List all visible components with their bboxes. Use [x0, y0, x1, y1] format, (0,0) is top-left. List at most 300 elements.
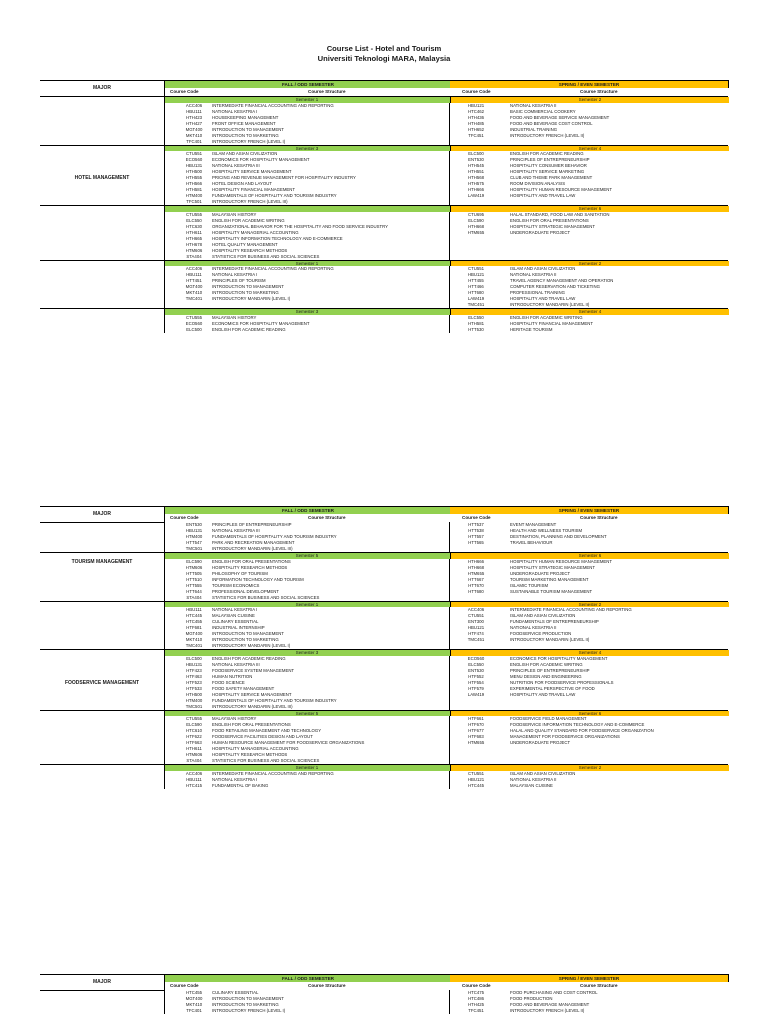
spring-course-code: TFC451: [468, 1008, 484, 1013]
fall-semester-label: Semester 3: [164, 309, 450, 315]
fall-course-name: HOSPITALITY RESEARCH METHODS: [212, 564, 288, 570]
fall-course-name: ENGLISH FOR ORAL PRESENTATIONS: [212, 722, 291, 727]
spring-course-code: HTT557: [468, 534, 484, 539]
fall-course-code: ENT530: [186, 522, 202, 527]
course-structure-header: Course Structure: [580, 515, 618, 520]
spring-course-name: CLUB AND THEME PARK MANAGEMENT: [510, 175, 593, 180]
spring-course-code: HBU121: [467, 776, 485, 782]
spring-semester-label: Semester 4: [450, 650, 729, 656]
fall-course-code: HTF681: [186, 625, 202, 630]
spring-course-name: HOSPITALITY STRATEGIC MANAGEMENT: [510, 223, 595, 229]
fall-course-code: ELC550: [186, 217, 202, 223]
fall-course-name: INTRODUCTORY MANDARIN (LEVEL III): [212, 546, 293, 551]
spring-course-code: HTM655: [467, 570, 485, 576]
fall-course-code: ACC406: [185, 266, 203, 271]
fall-course-name: INTRODUCTION TO MANAGEMENT: [212, 631, 284, 636]
spring-course-name: MANAGEMENT FOR FOODSERVICE ORGANIZATIONS: [510, 734, 620, 739]
spring-course-code: ECO560: [467, 655, 485, 661]
fall-semester-label: Semester 3: [164, 650, 450, 656]
fall-course-name: STATISTICS FOR BUSINESS AND SOCIAL SCIENCES: [212, 758, 320, 763]
fall-course-code: MGT400: [185, 126, 203, 132]
fall-course-code: HTH678: [185, 241, 202, 247]
spring-course-name: FOOD AND BEVERAGE MANAGEMENT: [510, 1002, 590, 1007]
fall-course-code: HTM606: [185, 564, 203, 570]
fall-semester-label: Semester 1: [164, 261, 450, 267]
fall-course-name: ENGLISH FOR ACADEMIC READING: [212, 326, 286, 332]
spring-course-name: FOODSERVICE PRODUCTION: [510, 631, 572, 636]
spring-course-name: HOSPITALITY HUMAN RESOURCE MANAGEMENT: [510, 558, 613, 564]
spring-course-name: HOSPITALITY SERVICE MARKETING: [510, 169, 585, 174]
fall-course-code: HTH581: [185, 187, 202, 192]
spring-course-code: HTT537: [468, 522, 484, 527]
fall-course-name: NATIONAL KESATRIA III: [212, 528, 260, 533]
column-divider: [449, 607, 450, 649]
major-header: MAJOR: [40, 80, 165, 97]
spring-course-name: DESTINATION, PLANNING AND DEVELOPMENT: [510, 534, 607, 539]
fall-course-name: CULINARY ESSENTIAL: [212, 619, 259, 624]
spring-course-code: ENT530: [468, 667, 484, 673]
spring-course-code: HTF552: [468, 673, 484, 679]
spring-course-name: PRINCIPLES OF ENTREPRENEURSHIP: [510, 667, 590, 673]
fall-course-name: MALAYSIAN CUISINE: [212, 613, 255, 618]
spring-course-code: HTH545: [467, 163, 484, 168]
spring-course-code: CTU695: [467, 211, 484, 217]
fall-course-name: HOSPITALITY SERVICE MANAGEMENT: [212, 169, 292, 174]
fall-course-name: INTRODUCTORY MANDARIN (LEVEL III): [212, 703, 293, 709]
fall-course-name: INTRODUCTION TO MARKETING: [212, 1002, 279, 1007]
fall-course-name: INTRODUCTION TO MANAGEMENT: [212, 126, 284, 132]
spring-course-name: FOODSERVICE INFORMATION TECHNOLOGY AND E-COMMERCE: [510, 722, 645, 727]
spring-course-code: HTH551: [467, 169, 484, 174]
spring-course-name: ENGLISH FOR ACADEMIC WRITING: [510, 661, 583, 667]
column-divider: [449, 990, 450, 1014]
fall-course-name: INTRODUCTORY FRENCH (LEVEL III): [212, 199, 288, 204]
fall-course-code: HBU131: [185, 163, 203, 168]
fall-course-name: STATISTICS FOR BUSINESS AND SOCIAL SCIENCES: [212, 253, 320, 259]
fall-course-code: STA404: [186, 594, 202, 600]
fall-course-code: ECO560: [185, 320, 203, 326]
spring-course-code: HTH668: [467, 564, 484, 570]
spring-course-code: ELC500: [468, 151, 484, 156]
spring-course-code: HTT530: [468, 326, 484, 332]
spring-course-name: FOOD PRODUCTION: [510, 996, 553, 1001]
fall-course-name: NATIONAL KESATRIA I: [212, 776, 258, 782]
fall-course-name: ISLAM AND ASIAN CIVILIZATION: [212, 151, 278, 156]
table-header: [40, 80, 728, 96]
fall-course-code: HTT555: [186, 582, 202, 588]
spring-course-name: HERITAGE TOURISM: [510, 326, 553, 332]
spring-course-code: HTT565: [468, 540, 484, 545]
spring-semester-label: Semester 6: [450, 206, 729, 212]
course-code-header: Course Code: [170, 515, 199, 520]
major-section: [40, 260, 728, 333]
fall-course-code: CTU555: [185, 314, 202, 320]
spring-course-code: CTU551: [467, 613, 484, 618]
spring-course-name: FOODSERVICE FIELD MANAGEMENT: [510, 716, 587, 721]
fall-course-name: INTRODUCTORY MANDARIN (LEVEL I): [212, 643, 291, 648]
spring-course-name: FOOD AND BEVERAGE SERVICE MANAGEMENT: [510, 114, 610, 120]
course-code-header: Course Code: [170, 983, 199, 988]
spring-course-name: MENU DESIGN AND ENGINEERING: [510, 673, 582, 679]
page-subtitle: Universiti Teknologi MARA, Malaysia: [317, 54, 451, 63]
fall-course-name: PRINCIPLES OF ENTREPRENEURSHIP: [212, 522, 292, 527]
spring-course-name: FOOD PURCHASING AND COST CONTROL: [510, 990, 598, 995]
major-section: [40, 764, 728, 789]
fall-course-code: ELC500: [186, 326, 202, 332]
spring-course-name: HEALTH AND WELLNESS TOURISM: [510, 528, 583, 533]
fall-course-name: INTERMEDIATE FINANCIAL ACCOUNTING AND REPORTING: [212, 102, 334, 108]
fall-course-code: TMC501: [185, 546, 203, 551]
fall-course-name: INTRODUCTION TO MANAGEMENT: [212, 284, 284, 289]
fall-course-code: HTF663: [186, 740, 202, 745]
major-name: [40, 990, 165, 1014]
fall-course-name: HOTEL QUALITY MANAGEMENT: [212, 241, 278, 247]
spring-semester-label: Semester 2: [450, 765, 729, 771]
fall-course-name: HOTEL DESIGN AND LAYOUT: [212, 181, 272, 186]
fall-semester-label: Semester 5: [164, 711, 450, 717]
fall-course-name: NATIONAL KESATRIA I: [212, 108, 258, 114]
fall-course-code: ELC590: [186, 722, 202, 727]
spring-course-code: LAW419: [467, 193, 485, 198]
page-title: Course List - Hotel and Tourism: [326, 44, 442, 53]
fall-course-name: INTRODUCTION TO MARKETING: [212, 637, 279, 642]
fall-course-name: FUNDAMENTALS OF HOSPITALITY AND TOURISM INDUSTRY: [212, 697, 337, 703]
spring-course-name: PROFESSIONAL TRAINING: [510, 290, 565, 295]
fall-course-name: INTRODUCTION TO MARKETING: [212, 290, 279, 295]
spring-course-name: HALAL AND QUALITY STANDARD FOR FOODSERVICE ORGANIZATION: [510, 728, 654, 733]
spring-course-name: NATIONAL KESATRIA II: [510, 102, 557, 108]
spring-course-code: HTC475: [467, 990, 484, 995]
fall-course-name: FOODSERVICE FACILITIES DESIGN AND LAYOUT: [212, 734, 313, 739]
fall-semester-header: FALL / ODD SEMESTER: [164, 80, 452, 88]
spring-course-code: HTC462: [467, 108, 484, 114]
fall-course-code: HTM400: [185, 193, 203, 198]
spring-course-name: FOOD AND BEVERAGE COST CONTROL: [510, 120, 593, 126]
fall-course-name: PHILOSOPHY OF TOURISM: [212, 570, 268, 576]
fall-course-code: HTM400: [185, 697, 203, 703]
spring-course-code: ACC406: [467, 607, 485, 612]
fall-course-code: STA404: [186, 253, 202, 259]
spring-course-name: FUNDAMENTALS OF ENTREPRENEURSHIP: [510, 619, 599, 624]
fall-course-code: TFC501: [186, 199, 202, 204]
column-divider: [449, 212, 450, 260]
course-block: [40, 80, 728, 333]
course-structure-header: Course Structure: [580, 983, 618, 988]
fall-course-name: ENGLISH FOR ORAL PRESENTATIONS: [212, 558, 291, 564]
course-code-header: Course Code: [170, 89, 199, 94]
fall-course-code: TFC401: [186, 1008, 202, 1013]
fall-course-code: HBU111: [186, 607, 202, 612]
fall-course-code: TFC401: [186, 138, 202, 144]
spring-course-name: MALAYSIAN CUISINE: [510, 782, 553, 788]
fall-course-code: HBU131: [185, 661, 203, 667]
spring-course-name: INTRODUCTORY FRENCH (LEVEL II): [510, 132, 585, 138]
spring-course-code: ELC550: [468, 314, 484, 320]
spring-course-code: ENT300: [468, 619, 484, 624]
spring-course-name: NATIONAL KESATRIA II: [510, 776, 557, 782]
spring-course-code: CTU551: [467, 266, 484, 271]
fall-course-code: MGT400: [185, 631, 203, 636]
fall-course-name: PRINCIPLES OF TOURISM: [212, 278, 266, 283]
spring-semester-header: SPRING / EVEN SEMESTER: [450, 80, 729, 88]
fall-course-code: HTM606: [185, 247, 203, 253]
spring-semester-label: Semester 2: [450, 602, 729, 608]
fall-course-code: MKT410: [185, 637, 203, 642]
fall-course-code: HTH500: [185, 169, 202, 174]
fall-course-name: INTRODUCTORY FRENCH (LEVEL I): [212, 138, 286, 144]
fall-course-code: CTU551: [185, 151, 202, 156]
spring-course-name: HOSPITALITY FINANCIAL MANAGEMENT: [510, 320, 594, 326]
fall-course-name: PARK AND RECREATION MANAGEMENT: [212, 540, 295, 545]
spring-semester-label: Semester 6: [450, 711, 729, 717]
spring-course-code: HTH485: [467, 120, 484, 126]
major-name: [40, 260, 165, 333]
fall-course-code: TMC501: [185, 703, 203, 709]
spring-course-code: CTU551: [467, 770, 484, 776]
fall-course-name: ENGLISH FOR ACADEMIC READING: [212, 655, 286, 661]
spring-course-code: HTH575: [467, 181, 484, 186]
spring-course-code: HTT680: [468, 290, 484, 295]
fall-course-code: MKT410: [185, 132, 203, 138]
fall-semester-label: Semester 5: [164, 553, 450, 559]
course-block: [40, 506, 728, 789]
spring-course-name: ISLAMIC TOURISM: [510, 582, 549, 588]
fall-course-name: HOSPITALITY MANAGERIAL ACCOUNTING: [212, 746, 299, 751]
major-section: [40, 522, 728, 601]
column-divider: [449, 656, 450, 710]
table-header: [40, 506, 728, 522]
spring-course-name: TRAVEL BEHAVIOUR: [510, 540, 553, 545]
spring-course-name: INTRODUCTORY MANDARIN (LEVEL II): [510, 302, 590, 307]
fall-course-name: FOOD RETAILING MANAGEMENT AND TECHNOLOGY: [212, 728, 322, 733]
column-divider: [449, 103, 450, 145]
spring-course-code: HTT455: [468, 278, 484, 283]
spring-course-name: HOSPITALITY STRATEGIC MANAGEMENT: [510, 564, 595, 570]
fall-course-code: TMC401: [185, 296, 203, 301]
course-code-header: Course Code: [462, 89, 491, 94]
spring-course-name: ISLAM AND ASIAN CIVILIZATION: [510, 266, 576, 271]
fall-course-code: HTH423: [185, 114, 202, 120]
fall-course-name: NATIONAL KESATRIA I: [212, 272, 258, 277]
spring-course-code: HTT466: [468, 284, 484, 289]
fall-course-name: INTRODUCTION TO MANAGEMENT: [212, 996, 284, 1001]
spring-course-name: HOSPITALITY AND TRAVEL LAW: [510, 296, 576, 301]
spring-course-code: HTH568: [467, 175, 484, 180]
spring-course-name: INTRODUCTORY FRENCH (LEVEL II): [510, 1008, 585, 1013]
fall-course-code: ELC500: [186, 655, 202, 661]
fall-course-code: HTF423: [186, 667, 202, 673]
fall-course-name: MALAYSIAN HISTORY: [212, 314, 257, 320]
spring-course-code: HTH666: [467, 558, 484, 564]
fall-semester-header: FALL / ODD SEMESTER: [164, 974, 452, 982]
spring-course-name: COMPUTER RESERVATION AND TICKETING: [510, 284, 600, 289]
spring-course-code: HTF677: [468, 728, 484, 733]
fall-course-code: MKT410: [185, 1002, 203, 1007]
spring-course-name: BASIC COMMERCIAL COOKERY: [510, 108, 576, 114]
fall-course-code: HBU111: [186, 108, 202, 114]
fall-course-name: HOSPITALITY SERVICE MANAGEMENT: [212, 691, 292, 697]
fall-course-name: HUMAN NUTRITION: [212, 673, 253, 679]
spring-course-name: NATIONAL KESATRIA II: [510, 272, 557, 277]
fall-course-code: HTC455: [185, 619, 202, 624]
spring-course-name: EXPERIMENTAL PERSPECTIVE OF FOOD: [510, 685, 595, 691]
fall-course-name: HOSPITALITY MANAGERIAL ACCOUNTING: [212, 229, 299, 235]
spring-course-name: INDUSTRIAL TRAINING: [510, 126, 558, 132]
major-name: TOURISM MANAGEMENT: [40, 522, 165, 601]
spring-semester-label: Semester 2: [450, 97, 729, 103]
spring-course-code: ELC550: [468, 661, 484, 667]
spring-course-name: ECONOMICS FOR HOSPITALITY MANAGEMENT: [510, 655, 608, 661]
spring-course-code: HTH668: [467, 223, 484, 229]
fall-course-name: TOURISM ECONOMICS: [212, 582, 260, 588]
spring-course-code: HTT670: [468, 582, 484, 588]
spring-course-name: ENGLISH FOR ACADEMIC READING: [510, 151, 584, 156]
fall-course-name: NATIONAL KESATRIA III: [212, 163, 260, 168]
fall-course-code: HTF622: [186, 734, 202, 739]
fall-course-name: PRICING AND REVENUE MANAGEMENT FOR HOSPITALITY INDUSTRY: [212, 175, 356, 180]
spring-course-name: UNDERGRADUATE PROJECT: [510, 570, 571, 576]
fall-course-code: HTC415: [185, 782, 202, 788]
spring-course-code: HBU121: [467, 272, 485, 277]
spring-course-code: TMC451: [467, 637, 485, 642]
fall-course-code: HTM400: [185, 534, 203, 539]
fall-course-code: ELC590: [186, 558, 202, 564]
fall-course-code: MGT400: [185, 284, 203, 289]
fall-course-name: ORGANIZATIONAL BEHAVIOR FOR THE HOSPITALITY AND FOOD SERVICE INDUSTRY: [212, 223, 388, 229]
fall-course-name: ECONOMICS FOR HOSPITALITY MANAGEMENT: [212, 157, 310, 162]
spring-course-code: HTM655: [467, 740, 485, 745]
spring-course-code: HTF579: [468, 685, 484, 691]
fall-course-code: HTT510: [186, 576, 202, 582]
fall-course-code: HTF533: [186, 685, 202, 691]
fall-course-code: CTU555: [185, 211, 202, 217]
major-section: [40, 601, 728, 765]
fall-course-code: HTH500: [185, 691, 202, 697]
spring-semester-label: Semester 6: [450, 553, 729, 559]
spring-semester-label: Semester 4: [450, 146, 729, 152]
spring-course-name: HOSPITALITY CONSUMER BEHAVIOR: [510, 163, 587, 168]
fall-course-code: HTH665: [185, 235, 202, 241]
fall-course-name: ECONOMICS FOR HOSPITALITY MANAGEMENT: [212, 320, 310, 326]
spring-course-name: TRAVEL AGENCY MANAGEMENT AND OPERATION: [510, 278, 614, 283]
spring-course-name: NATIONAL KESATRIA II: [510, 625, 557, 630]
fall-semester-label: Semester 3: [164, 146, 450, 152]
spring-course-code: HTT680: [468, 588, 484, 594]
fall-course-name: INTRODUCTORY MANDARIN (LEVEL I): [212, 296, 291, 301]
fall-course-name: INFORMATION TECHNOLOGY AND TOURISM: [212, 576, 304, 582]
major-name: HOTEL MANAGEMENT: [40, 96, 165, 260]
spring-course-name: UNDERGRADUATE PROJECT: [510, 229, 571, 235]
fall-course-code: HTH611: [186, 229, 202, 235]
spring-course-name: EVENT MANAGEMENT: [510, 522, 557, 527]
course-structure-header: Course Structure: [308, 89, 346, 94]
fall-course-code: HTF523: [186, 679, 202, 685]
fall-course-name: FUNDAMENTALS OF HOSPITALITY AND TOURISM INDUSTRY: [212, 534, 337, 539]
fall-course-name: ENGLISH FOR ACADEMIC WRITING: [212, 217, 285, 223]
fall-course-code: HTC610: [185, 728, 202, 733]
fall-course-name: HOSPITALITY RESEARCH METHODS: [212, 247, 288, 253]
spring-course-code: TMC451: [467, 302, 485, 307]
fall-course-code: ACC406: [185, 102, 203, 108]
spring-course-code: HTF661: [468, 716, 484, 721]
fall-course-name: INTERMEDIATE FINANCIAL ACCOUNTING AND REPORTING: [212, 266, 334, 271]
fall-course-name: INTRODUCTORY FRENCH (LEVEL I): [212, 1008, 286, 1013]
fall-semester-label: Semester 1: [164, 765, 450, 771]
spring-semester-label: Semester 4: [450, 309, 729, 315]
spring-course-name: HOSPITALITY AND TRAVEL LAW: [510, 193, 576, 198]
fall-course-name: HOSPITALITY INFORMATION TECHNOLOGY AND E-COMMERCE: [212, 235, 343, 241]
fall-course-code: HBU131: [185, 528, 203, 533]
fall-course-name: FOODSERVICE SYSTEM MANAGEMENT: [212, 667, 295, 673]
spring-course-name: HOSPITALITY AND TRAVEL LAW: [510, 691, 576, 697]
fall-course-code: HTC445: [185, 613, 202, 618]
spring-course-name: UNDERGRADUATE PROJECT: [510, 740, 571, 745]
fall-course-code: HTH566: [185, 181, 202, 186]
fall-course-code: HTH555: [185, 175, 202, 180]
spring-course-code: HBU121: [467, 102, 485, 108]
spring-course-code: ENT530: [468, 157, 484, 162]
fall-course-name: NATIONAL KESATRIA III: [212, 661, 260, 667]
fall-course-code: HBU111: [186, 272, 202, 277]
spring-course-name: NUTRITION FOR FOODSERVICE PROFESSIONALS: [510, 679, 614, 685]
spring-course-code: HTM655: [467, 229, 485, 235]
column-divider: [449, 771, 450, 789]
spring-course-code: HTF683: [468, 734, 484, 739]
major-name: FOODSERVICE MANAGEMENT: [40, 601, 165, 765]
fall-course-name: MALAYSIAN HISTORY: [212, 716, 257, 721]
spring-course-code: HTF474: [468, 631, 484, 636]
spring-course-name: ISLAM AND ASIAN CIVILIZATION: [510, 770, 576, 776]
fall-course-name: INTRODUCTION TO MARKETING: [212, 132, 279, 138]
fall-course-code: HTT451: [186, 278, 202, 283]
fall-semester-label: Semester 1: [164, 97, 450, 103]
spring-course-code: HTH425: [467, 1002, 484, 1007]
fall-course-code: ECO560: [185, 157, 203, 162]
spring-course-code: HTF554: [468, 679, 484, 685]
spring-course-name: HALAL STANDARD, FOOD LAW AND SANITATION: [510, 211, 610, 217]
spring-course-code: HTC445: [467, 782, 484, 788]
fall-course-code: STA404: [186, 758, 202, 763]
fall-course-code: HTF463: [186, 673, 202, 679]
spring-course-code: HTH652: [467, 126, 484, 132]
spring-course-name: INTERMEDIATE FINANCIAL ACCOUNTING AND REPORTING: [510, 607, 632, 612]
fall-course-name: CULINARY ESSENTIAL: [212, 990, 259, 995]
spring-course-code: LAW419: [467, 296, 485, 301]
fall-course-code: HTC630: [185, 223, 202, 229]
spring-course-name: ENGLISH FOR ACADEMIC WRITING: [510, 314, 583, 320]
column-divider: [449, 151, 450, 205]
course-code-header: Course Code: [462, 983, 491, 988]
spring-course-code: HTT538: [468, 528, 484, 533]
column-divider: [449, 266, 450, 308]
major-header: MAJOR: [40, 506, 165, 523]
spring-course-name: TOURISM MARKETING MANAGEMENT: [510, 576, 589, 582]
fall-course-code: MGT400: [185, 996, 203, 1001]
major-section: [40, 96, 728, 260]
fall-semester-label: Semester 1: [164, 602, 450, 608]
spring-course-name: INTRODUCTORY MANDARIN (LEVEL II): [510, 637, 590, 642]
fall-course-name: FOOD SAFETY MANAGEMENT: [212, 685, 275, 691]
spring-course-code: HBU121: [467, 625, 485, 630]
fall-course-name: HOUSEKEEPING MANAGEMENT: [212, 114, 279, 120]
fall-course-name: FOOD SCIENCE: [212, 679, 245, 685]
spring-course-code: HTT667: [468, 576, 484, 582]
fall-course-code: HTC455: [185, 990, 202, 995]
spring-course-code: HTF670: [468, 722, 484, 727]
fall-course-code: HTM606: [185, 752, 203, 757]
spring-course-code: HTH581: [467, 320, 484, 326]
course-structure-header: Course Structure: [308, 983, 346, 988]
